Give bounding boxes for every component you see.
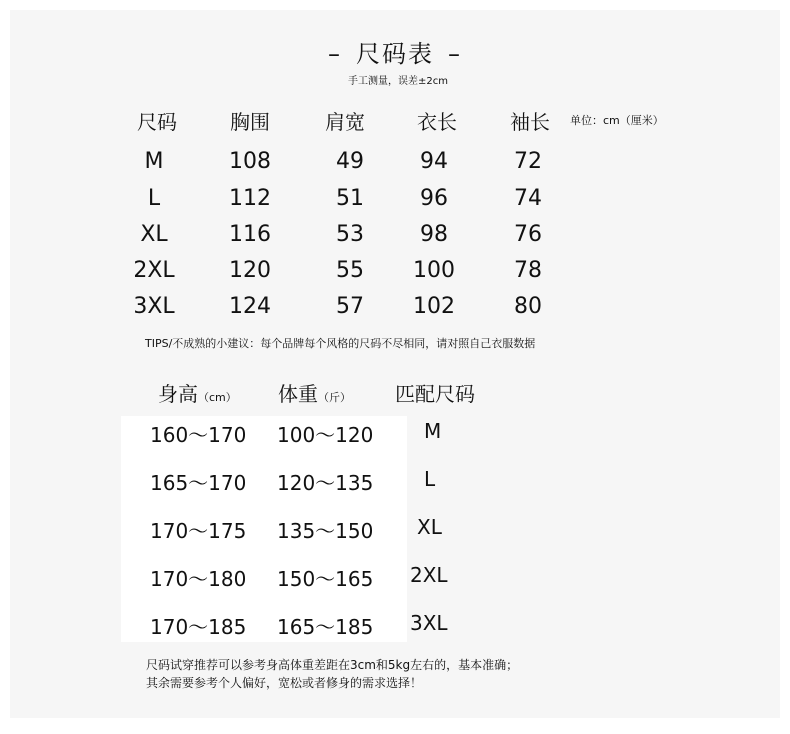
footer-line-2: 其余需要参考个人偏好，宽松或者修身的需求选择！	[146, 676, 423, 690]
header-height	[158, 378, 237, 407]
header-weight-unit: （斤）	[318, 391, 351, 404]
table-cell: 160～170	[150, 423, 247, 447]
table-cell: L	[147, 186, 161, 211]
header-sleeve: 袖长	[510, 110, 550, 134]
table-cell: 2XL	[410, 563, 448, 587]
table-cell: 124	[229, 294, 271, 319]
table-cell: 55	[336, 258, 364, 283]
header-height-label: 身高	[158, 382, 198, 406]
table-cell: 3XL	[133, 294, 175, 319]
table-cell: 98	[420, 222, 448, 247]
table-cell: 51	[336, 186, 364, 211]
header-shoulder: 肩宽	[325, 110, 365, 134]
table-cell: 150～165	[277, 567, 374, 591]
table-cell: 2XL	[133, 258, 175, 283]
table-cell: 116	[229, 222, 271, 247]
header-length: 衣长	[417, 110, 457, 134]
unit-note: 单位：cm（厘米）	[570, 114, 664, 127]
table-cell: 3XL	[410, 611, 448, 635]
title-text: 尺码表	[356, 40, 434, 68]
header-chest: 胸围	[230, 110, 270, 134]
header-height-unit: （cm）	[198, 391, 237, 404]
table-cell: 135～150	[277, 519, 374, 543]
table-cell: 170～185	[150, 615, 247, 639]
footer-line-1: 尺码试穿推荐可以参考身高体重差距在3cm和5kg左右的，基本准确；	[146, 658, 519, 672]
table-cell: 96	[420, 186, 448, 211]
table-cell: 72	[514, 149, 542, 174]
table-cell: 165～170	[150, 471, 247, 495]
table-cell: 120	[229, 258, 271, 283]
table-cell: 108	[229, 149, 271, 174]
table-cell: 80	[514, 294, 542, 319]
header-weight	[278, 378, 351, 407]
table-cell: 57	[336, 294, 364, 319]
table-cell: 165～185	[277, 615, 374, 639]
table-cell: 53	[336, 222, 364, 247]
table-cell: 74	[514, 186, 542, 211]
table-cell: XL	[417, 515, 442, 539]
table-cell: 170～180	[150, 567, 247, 591]
table-cell: M	[424, 419, 442, 443]
table-cell: 112	[229, 186, 271, 211]
header-weight-label: 体重	[278, 382, 318, 406]
title-dash-left: –	[328, 40, 342, 68]
header-matched-size: 匹配尺码	[395, 382, 475, 406]
table-cell: 100	[413, 258, 455, 283]
table-cell: 100～120	[277, 423, 374, 447]
table-cell: 49	[336, 149, 364, 174]
header-size: 尺码	[137, 110, 177, 134]
table-cell: 94	[420, 149, 448, 174]
measurement-note: 手工测量，误差±2cm	[348, 76, 448, 87]
tips-note: TIPS/不成熟的小建议：每个品牌每个风格的尺码不尽相同，请对照自己衣服数据	[145, 337, 536, 350]
title-dash-right: –	[448, 40, 462, 68]
table-cell: M	[144, 149, 164, 174]
table-cell: 102	[413, 294, 455, 319]
table-cell: 120～135	[277, 471, 374, 495]
table-cell: L	[424, 467, 436, 491]
table-cell: 170～175	[150, 519, 247, 543]
table-cell: 78	[514, 258, 542, 283]
page-title	[0, 34, 790, 69]
table-cell: XL	[140, 222, 168, 247]
table-cell: 76	[514, 222, 542, 247]
